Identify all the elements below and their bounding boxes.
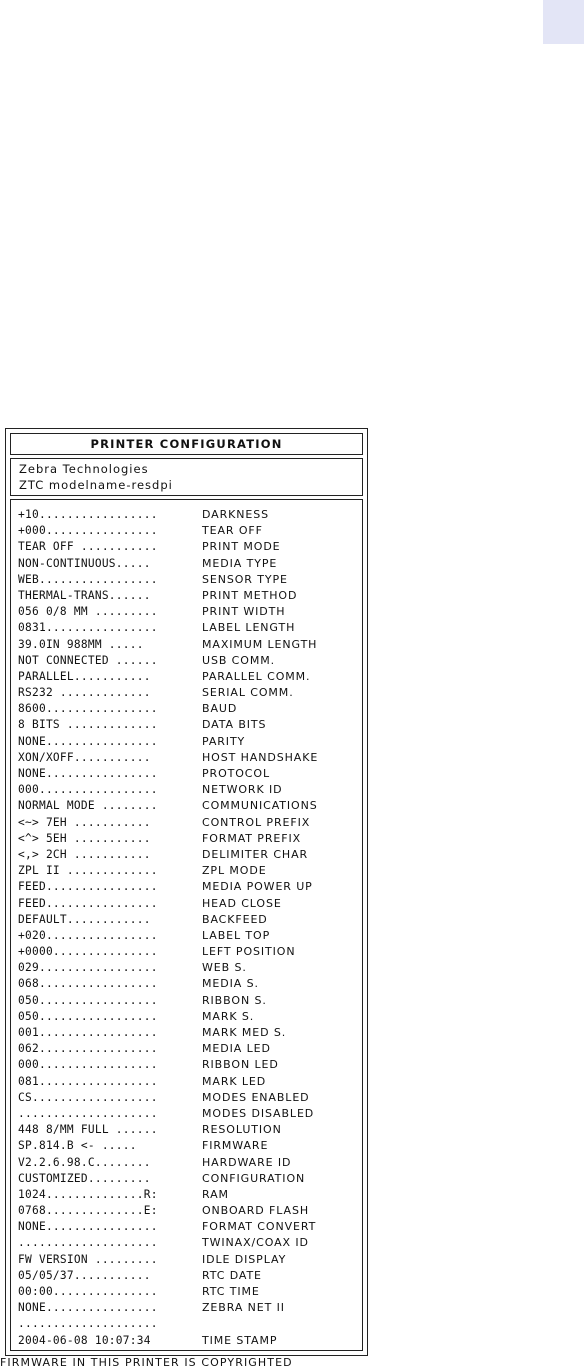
setting-value: ZPL II ............. <box>18 864 158 878</box>
setting-name: ZPL MODE <box>202 864 267 878</box>
printer-id-box <box>10 458 363 496</box>
setting-name: PARALLEL COMM. <box>202 669 311 683</box>
setting-name: LEFT POSITION <box>202 945 296 959</box>
setting-row <box>18 572 362 588</box>
setting-row <box>18 604 362 620</box>
setting-row <box>18 1333 362 1349</box>
setting-value: 00:00............... <box>18 1285 158 1298</box>
setting-value: 8 BITS ............. <box>18 718 158 732</box>
setting-row <box>18 1041 362 1057</box>
setting-row <box>18 1106 362 1122</box>
setting-value: 05/05/37........... <box>18 1268 151 1282</box>
setting-row <box>18 1057 362 1073</box>
setting-value: RS232 ............. <box>18 686 151 700</box>
setting-value: SP.814.B <- ..... <box>18 1139 137 1153</box>
setting-value: 000................. <box>18 1058 158 1072</box>
setting-row <box>18 556 362 572</box>
setting-value: +000................ <box>18 524 158 538</box>
setting-row <box>18 637 362 653</box>
setting-name: MEDIA S. <box>202 977 259 991</box>
setting-value: XON/XOFF........... <box>18 750 151 764</box>
setting-row <box>18 507 362 523</box>
setting-value: .................... <box>18 1106 158 1120</box>
setting-name: PRINT METHOD <box>202 588 298 602</box>
setting-value: .................... <box>18 1317 158 1331</box>
setting-name: MEDIA LED <box>202 1042 271 1056</box>
setting-name: PARITY <box>202 734 246 748</box>
setting-value: +020................ <box>18 928 158 942</box>
setting-row <box>18 1252 362 1268</box>
setting-value: .................... <box>18 1236 158 1250</box>
setting-row <box>18 766 362 782</box>
setting-name: MEDIA POWER UP <box>202 880 313 894</box>
setting-value: CUSTOMIZED......... <box>18 1171 151 1185</box>
setting-value: 050................. <box>18 1009 158 1023</box>
setting-row <box>18 928 362 944</box>
setting-value: FEED................ <box>18 880 158 894</box>
setting-name: RESOLUTION <box>202 1123 282 1137</box>
setting-name: DELIMITER CHAR <box>202 847 309 861</box>
setting-name: NETWORK ID <box>202 783 283 797</box>
setting-value: NORMAL MODE ........ <box>18 799 158 813</box>
setting-row <box>18 831 362 847</box>
setting-name: PROTOCOL <box>202 767 270 780</box>
setting-name: WEB S. <box>202 961 247 975</box>
setting-value: 448 8/MM FULL ...... <box>18 1123 158 1137</box>
setting-value: 1024..............R: <box>18 1187 158 1201</box>
setting-name: COMMUNICATIONS <box>202 799 318 813</box>
setting-value: 0831................ <box>18 621 158 635</box>
setting-row <box>18 1316 362 1332</box>
setting-row <box>18 588 362 604</box>
setting-row <box>18 1284 362 1300</box>
setting-row <box>18 701 362 717</box>
setting-row <box>18 1300 362 1316</box>
setting-name: PRINT WIDTH <box>202 605 286 619</box>
setting-value: +0000............... <box>18 945 158 959</box>
setting-row <box>18 847 362 863</box>
setting-value: FW VERSION ......... <box>18 1252 158 1266</box>
setting-name: MARK MED S. <box>202 1026 287 1039</box>
setting-value: NONE................ <box>18 1220 158 1234</box>
setting-name: RIBBON LED <box>202 1058 279 1072</box>
setting-value: DEFAULT............ <box>18 912 151 926</box>
setting-row <box>18 1074 362 1090</box>
setting-row <box>18 1155 362 1171</box>
setting-name: TIME STAMP <box>202 1333 278 1347</box>
setting-name: MODES DISABLED <box>202 1106 315 1120</box>
setting-name: PRINT MODE <box>202 540 281 554</box>
setting-row <box>18 944 362 960</box>
setting-value: NOT CONNECTED ...... <box>18 653 158 667</box>
setting-name: LABEL TOP <box>202 928 271 942</box>
setting-name: HARDWARE ID <box>202 1155 292 1169</box>
setting-row <box>18 1235 362 1251</box>
setting-name: FORMAT PREFIX <box>202 831 302 845</box>
setting-value: THERMAL-TRANS...... <box>18 588 151 602</box>
setting-name: SERIAL COMM. <box>202 686 294 700</box>
setting-name: DARKNESS <box>202 508 270 521</box>
setting-value: PARALLEL........... <box>18 669 151 683</box>
setting-value: 068................. <box>18 977 158 991</box>
setting-value: 056 0/8 MM ......... <box>18 605 158 619</box>
title-box <box>10 433 363 455</box>
setting-value: <^> 5EH ........... <box>18 831 151 845</box>
setting-row <box>18 539 362 555</box>
setting-row <box>18 620 362 636</box>
setting-name: TEAR OFF <box>202 524 263 538</box>
setting-name: RAM <box>202 1187 229 1201</box>
setting-name: RTC TIME <box>202 1285 260 1298</box>
setting-row <box>18 896 362 912</box>
setting-value: NONE................ <box>18 734 158 748</box>
setting-row <box>18 1025 362 1041</box>
setting-row <box>18 1122 362 1138</box>
setting-name: ONBOARD FLASH <box>202 1204 310 1218</box>
setting-name: SENSOR TYPE <box>202 572 288 586</box>
model-name: ZTC modelname-resdpi <box>19 478 173 492</box>
setting-value: +10................. <box>18 508 158 521</box>
setting-row <box>18 863 362 879</box>
setting-value: 39.0IN 988MM ..... <box>18 637 144 651</box>
setting-name: CONTROL PREFIX <box>202 815 311 829</box>
label-title: PRINTER CONFIGURATION <box>90 437 283 451</box>
setting-value: 000................. <box>18 783 158 797</box>
setting-value: 050................. <box>18 993 158 1007</box>
setting-row <box>18 815 362 831</box>
setting-name: RIBBON S. <box>202 993 267 1007</box>
setting-row <box>18 653 362 669</box>
settings-list <box>10 499 363 1351</box>
setting-name: MARK S. <box>202 1009 255 1023</box>
setting-row <box>18 798 362 814</box>
setting-value: 2004-06-08 10:07:34 <box>18 1333 151 1347</box>
setting-value: 029................. <box>18 961 158 975</box>
setting-row <box>18 1138 362 1154</box>
setting-value: 0768..............E: <box>18 1204 158 1218</box>
setting-value: NON-CONTINUOUS..... <box>18 556 151 570</box>
setting-name: USB COMM. <box>202 653 275 667</box>
setting-name: RTC DATE <box>202 1268 262 1282</box>
setting-row <box>18 1090 362 1106</box>
setting-row <box>18 1171 362 1187</box>
setting-name: TWINAX/COAX ID <box>202 1236 309 1250</box>
setting-row <box>18 782 362 798</box>
setting-name: BACKFEED <box>202 912 268 926</box>
setting-value: NONE................ <box>18 767 158 780</box>
setting-value: TEAR OFF ........... <box>18 540 158 554</box>
setting-name: HOST HANDSHAKE <box>202 750 319 764</box>
setting-row <box>18 1219 362 1235</box>
setting-name: DATA BITS <box>202 718 267 732</box>
setting-value: 001................. <box>18 1026 158 1039</box>
setting-name: IDLE DISPLAY <box>202 1252 287 1266</box>
setting-name: FIRMWARE <box>202 1139 269 1153</box>
setting-row <box>18 685 362 701</box>
setting-row <box>18 1009 362 1025</box>
setting-value: <~> 7EH ........... <box>18 815 151 829</box>
setting-row <box>18 960 362 976</box>
setting-name: LABEL LENGTH <box>202 621 296 635</box>
setting-name: FORMAT CONVERT <box>202 1220 317 1234</box>
setting-row <box>18 912 362 928</box>
setting-row <box>18 523 362 539</box>
setting-name: MEDIA TYPE <box>202 556 278 570</box>
page-corner-tab <box>543 0 584 44</box>
setting-row <box>18 879 362 895</box>
setting-value: V2.2.6.98.C........ <box>18 1155 151 1169</box>
setting-row <box>18 669 362 685</box>
setting-row <box>18 734 362 750</box>
setting-value: WEB................. <box>18 572 158 586</box>
setting-name: MODES ENABLED <box>202 1090 310 1104</box>
copyright-footer: FIRMWARE IN THIS PRINTER IS COPYRIGHTED <box>0 1356 293 1369</box>
setting-name: BAUD <box>202 702 238 716</box>
setting-value: NONE................ <box>18 1301 158 1315</box>
setting-name: MARK LED <box>202 1074 267 1088</box>
setting-row <box>18 717 362 733</box>
setting-name: MAXIMUM LENGTH <box>202 637 318 651</box>
setting-value: 8600................ <box>18 702 158 716</box>
setting-row <box>18 750 362 766</box>
setting-row <box>18 993 362 1009</box>
setting-value: FEED................ <box>18 896 158 910</box>
setting-value: 062................. <box>18 1042 158 1056</box>
setting-value: <,> 2CH ........... <box>18 847 151 861</box>
setting-value: 081................. <box>18 1074 158 1088</box>
setting-value: CS.................. <box>18 1090 158 1104</box>
company-name: Zebra Technologies <box>19 462 149 476</box>
setting-row <box>18 976 362 992</box>
setting-row <box>18 1203 362 1219</box>
setting-name: ZEBRA NET II <box>202 1301 285 1315</box>
setting-row <box>18 1268 362 1284</box>
setting-name: CONFIGURATION <box>202 1171 306 1185</box>
setting-name: HEAD CLOSE <box>202 896 282 910</box>
setting-row <box>18 1187 362 1203</box>
configuration-label <box>5 428 368 1356</box>
